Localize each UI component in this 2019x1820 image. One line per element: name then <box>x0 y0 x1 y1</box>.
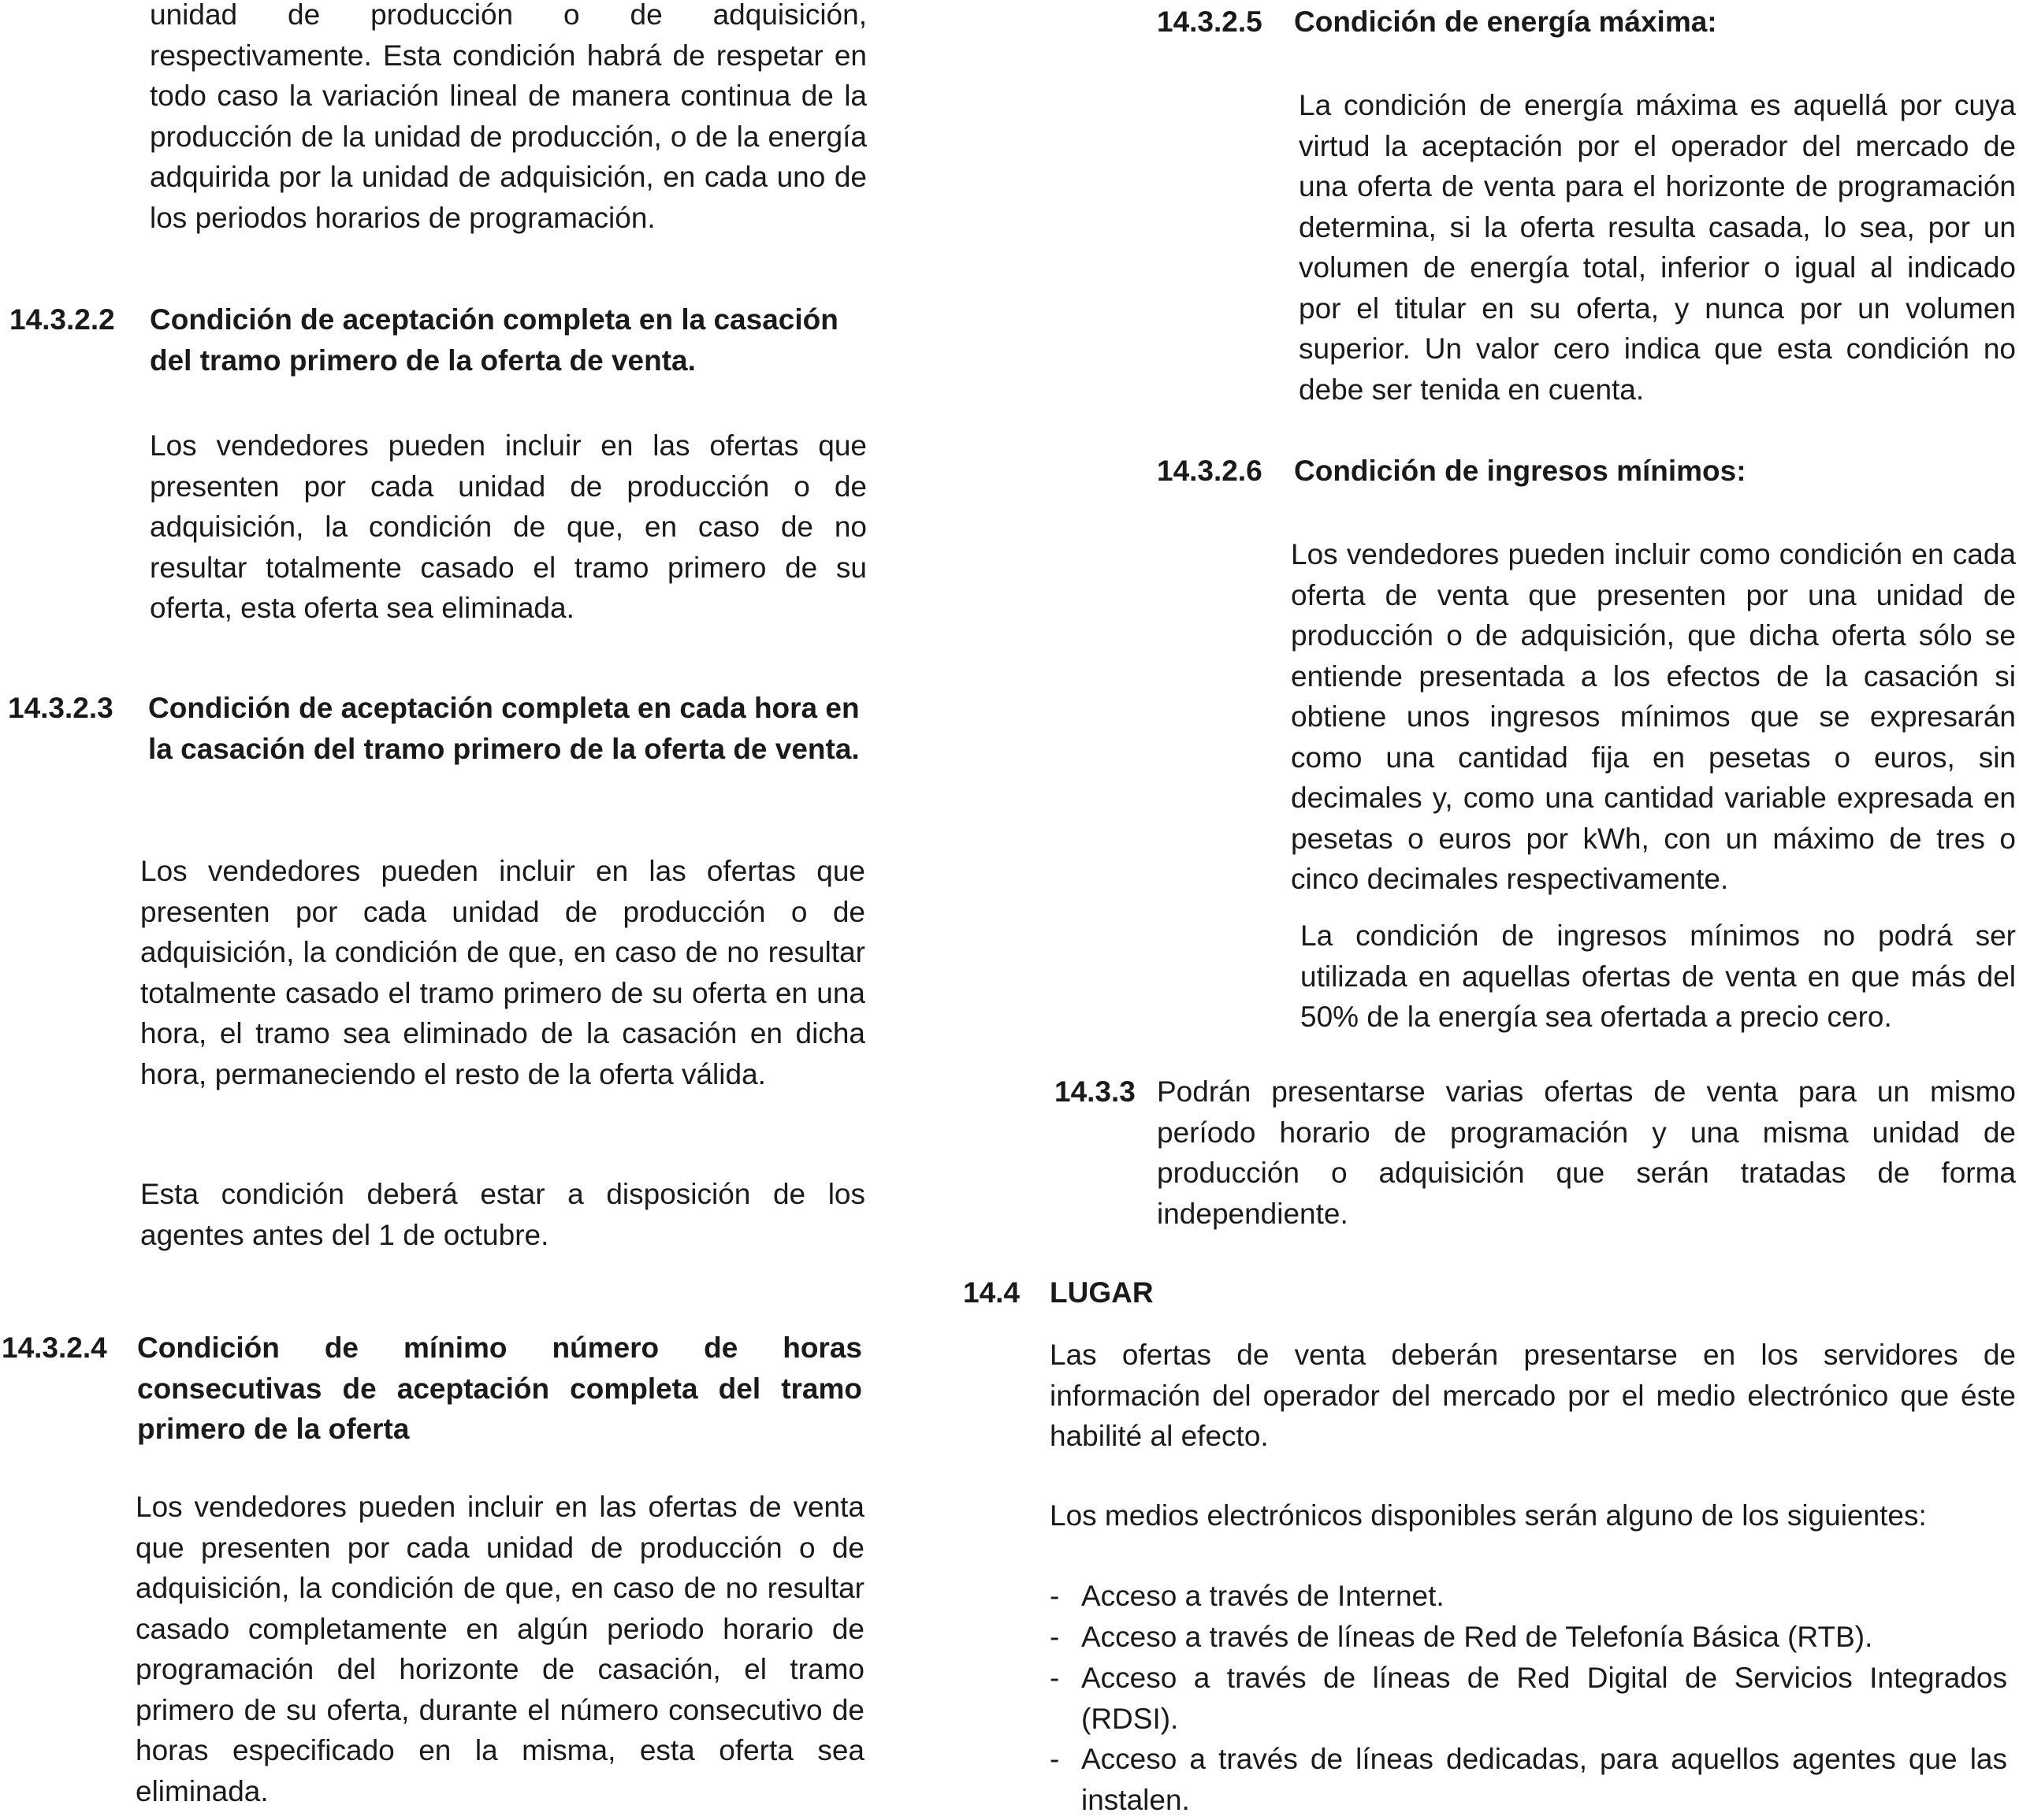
section-heading-14-3-2-4: Condición de mínimo número de horas consecutivas de aceptación completa del tramo primero de la oferta <box>137 1332 862 1445</box>
section-body-14-3-2-3: Los vendedores pueden incluir en las ofertas que presenten por cada unidad de producción o de adquisición, la condición de que, en caso de no resultar totalmente casado el tramo primero de su oferta en una hora, el tramo sea eliminado de la casación en dicha hora, permaneciendo el resto de la oferta válida. <box>140 855 865 1090</box>
list-item-text: Acceso a través de líneas de Red de Telefonía Básica (RTB). <box>1081 1621 1873 1653</box>
section-body2-14-3-2-3: Esta condición deberá estar a disposición de los agentes antes del 1 de octubre. <box>140 1178 865 1251</box>
bullet-dash: - <box>1050 1621 1060 1653</box>
list-intro: Los medios electrónicos disponibles serán alguno de los siguientes: <box>1050 1499 1927 1532</box>
section-body-14-4: Las ofertas de venta deberán presentarse en los servidores de información del operador del mercado por el medio electrónico que éste habilité al efecto. <box>1050 1339 2016 1452</box>
section-body-14-3-2-6: Los vendedores pueden incluir como condición en cada oferta de venta que presenten por una unidad de producción o de adquisición, que dicha oferta sólo se entiende presentada a los efectos de la casación si obtiene unos ingresos mínimos que se expresarán como una cantidad fija en pesetas o euros, sin decimales y, como una cantidad variable expresada en pesetas o euros por kWh, con un máximo de tres o cinco decimales respectivamente. <box>1291 538 2016 895</box>
continued-paragraph: unidad de producción o de adquisición, respectivamente. Esta condición habrá de respetar en todo caso la variación lineal de manera continua de la producción de la unidad de producción, o de la energía adquirida por la unidad de adquisición, en cada uno de los periodos horarios de programación. <box>150 0 867 234</box>
section-body-14-3-2-4: Los vendedores pueden incluir en las ofertas de venta que presenten por cada unidad de producción o de adquisición, la condición de que, en caso de no resultar casado completamente en algún periodo horario de programación del horizonte de casación, el tramo primero de su oferta, durante el número consecutivo de horas especificado en la misma, esta oferta sea eliminada. <box>136 1491 864 1807</box>
section-body-14-3-2-2: Los vendedores pueden incluir en las ofertas que presenten por cada unidad de producción o de adquisición, la condición de que, en caso de no resultar totalmente casado el tramo primero de su oferta, esta oferta sea eliminada. <box>150 429 867 624</box>
section-body2-14-3-2-6: La condición de ingresos mínimos no podrá ser utilizada en aquellas ofertas de venta en que más del 50% de la energía sea ofertada a precio cero. <box>1300 919 2016 1033</box>
section-number-14-3-2-2: 14.3.2.2 <box>9 303 115 336</box>
section-body-14-3-2-5: La condición de energía máxima es aquellá por cuya virtud la aceptación por el operador del mercado de una oferta de venta para el horizonte de programación determina, si la oferta resulta casada, lo sea, por un volumen de energía total, inferior o igual al indicado por el titular en su oferta, y nunca por un volumen superior. Un valor cero indica que esta condición no debe ser tenida en cuenta. <box>1299 89 2016 406</box>
section-heading-14-3-2-3: Condición de aceptación completa en cada hora en la casación del tramo primero de la oferta de venta. <box>148 692 860 765</box>
section-number-14-3-2-4: 14.3.2.4 <box>2 1332 107 1364</box>
list-item-text: Acceso a través de Internet. <box>1081 1580 1445 1612</box>
bullet-dash: - <box>1050 1743 1060 1775</box>
list-item-text: Acceso a través de líneas dedicadas, para aquellos agentes que las instalen. <box>1081 1743 2007 1816</box>
section-number-14-3-3: 14.3.3 <box>1054 1075 1136 1108</box>
list-item <box>1050 1576 2016 1617</box>
section-heading-14-4: LUGAR <box>1050 1276 1154 1309</box>
section-heading-14-3-2-6: Condición de ingresos mínimos: <box>1294 455 1746 487</box>
section-number-14-3-2-5: 14.3.2.5 <box>1157 6 1262 38</box>
list-item <box>1050 1658 2016 1739</box>
section-heading-14-3-2-5: Condición de energía máxima: <box>1294 6 1717 38</box>
bullet-dash: - <box>1050 1662 1060 1694</box>
list-item <box>1050 1617 2016 1658</box>
section-number-14-4: 14.4 <box>963 1276 1021 1309</box>
section-number-14-3-2-6: 14.3.2.6 <box>1157 455 1262 487</box>
section-body-14-3-3: Podrán presentarse varias ofertas de venta para un mismo período horario de programación y una misma unidad de producción o adquisición que serán tratadas de forma independiente. <box>1157 1075 2016 1230</box>
list-item-text: Acceso a través de líneas de Red Digital de Servicios Integrados (RDSI). <box>1081 1662 2007 1735</box>
bullet-dash: - <box>1050 1580 1060 1612</box>
list-item <box>1050 1739 2016 1816</box>
section-heading-14-3-2-2: Condición de aceptación completa en la casación del tramo primero de la oferta de venta. <box>150 303 838 377</box>
section-number-14-3-2-3: 14.3.2.3 <box>8 692 113 724</box>
